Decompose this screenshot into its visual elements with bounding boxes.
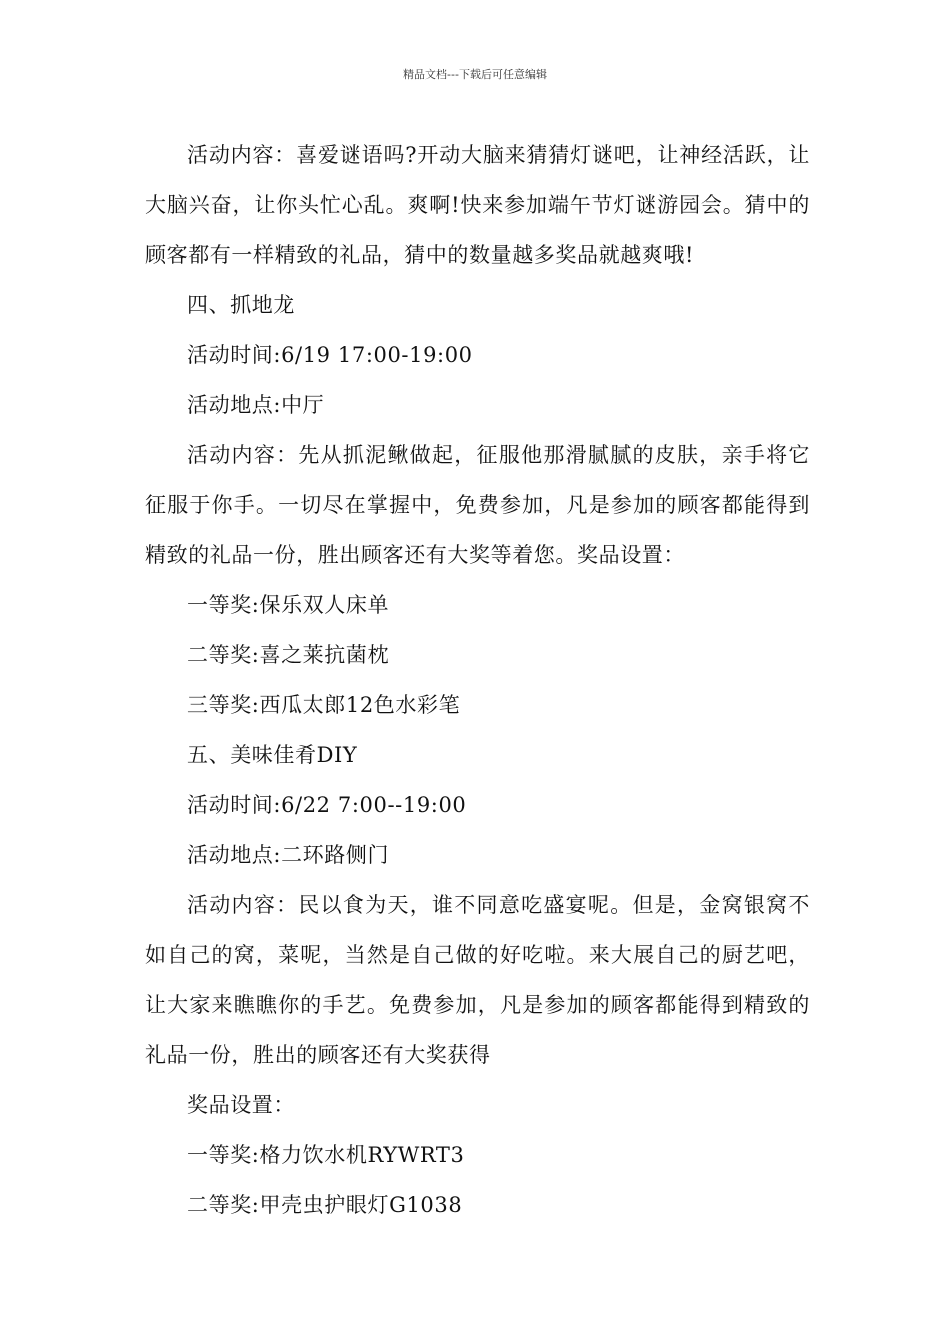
prize-first-5: 一等奖:格力饮水机RYWRT3	[187, 1143, 465, 1167]
prize-third-4: 三等奖:西瓜太郎12色水彩笔	[187, 693, 461, 717]
prize-first-4: 一等奖:保乐双人床单	[187, 593, 390, 617]
section-heading-4: 四、抓地龙	[187, 293, 295, 317]
paragraph-riddle-content: 活动内容：喜爱谜语吗?开动大脑来猜猜灯谜吧，让神经活跃，让大脑兴奋，让你头忙心乱。爽啊!快来参加端午节灯谜游园会。猜中的顾客都有一样精致的礼品，猜中的数量越多奖品就越爽哦!	[145, 143, 810, 267]
section-heading-5: 五、美味佳肴DIY	[187, 743, 358, 767]
event-location-4: 活动地点:中厅	[187, 393, 325, 417]
event-content-4: 活动内容：先从抓泥鳅做起，征服他那滑腻腻的皮肤，亲手将它征服于你手。一切尽在掌握中，免费参加，凡是参加的顾客都能得到精致的礼品一份，胜出顾客还有大奖等着您。奖品设置：	[145, 443, 810, 567]
prize-settings-label-5: 奖品设置：	[187, 1093, 295, 1117]
prize-second-4: 二等奖:喜之莱抗菌枕	[187, 643, 390, 667]
page-header: 精品文档---下载后可任意编辑	[403, 68, 547, 81]
event-location-5: 活动地点:二环路侧门	[187, 843, 390, 867]
event-content-5: 活动内容：民以食为天，谁不同意吃盛宴呢。但是，金窝银窝不如自己的窝，菜呢，当然是自己做的好吃啦。来大展自己的厨艺吧，让大家来瞧瞧你的手艺。免费参加，凡是参加的顾客都能得到精致的礼品一份，胜出的顾客还有大奖获得	[145, 893, 810, 1067]
prize-second-5: 二等奖:甲壳虫护眼灯G1038	[187, 1193, 463, 1217]
event-time-4: 活动时间:6/19 17:00-19:00	[187, 343, 473, 367]
event-time-5: 活动时间:6/22 7:00--19:00	[187, 793, 467, 817]
document-body	[145, 130, 810, 1230]
